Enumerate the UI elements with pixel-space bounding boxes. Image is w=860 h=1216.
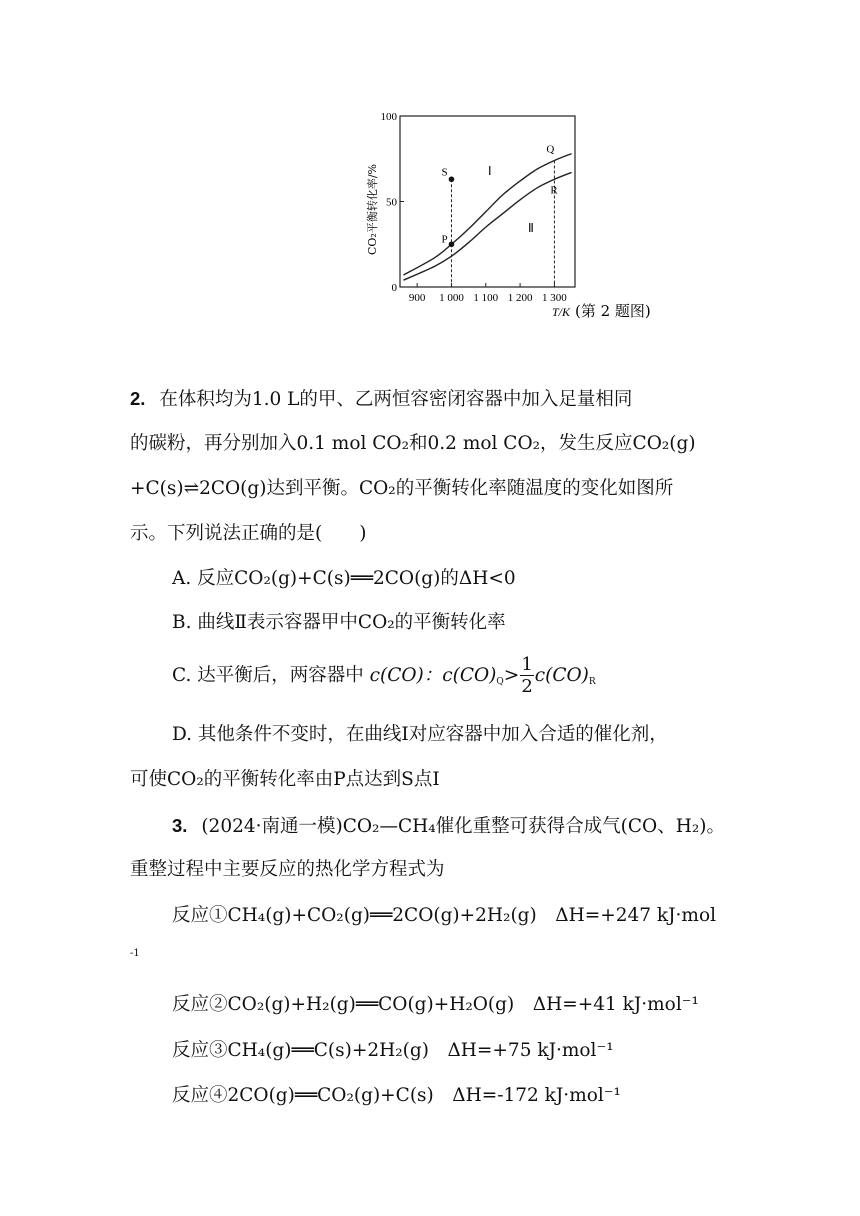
q3-line1: 3. (2024·南通一模)CO₂—CH₄催化重整可获得合成气(CO、H₂)。	[172, 815, 725, 837]
q3-line2: 重整过程中主要反应的热化学方程式为	[130, 859, 445, 880]
q2-line4: 示。下列说法正确的是( )	[130, 523, 367, 544]
x-tick-label: 900	[408, 292, 426, 304]
q2-line1: 2. 在体积均为1.0 L的甲、乙两恒容密闭容器中加入足量相同	[130, 388, 633, 410]
point-label-r: R	[550, 184, 558, 197]
q3-number: 3.	[172, 815, 188, 836]
option-a[interactable]: A. 反应CO₂(g)+C(s)══2CO(g)的ΔH<0	[172, 568, 516, 589]
subscript-r: R	[588, 677, 596, 687]
option-d-line2: 可使CO₂的平衡转化率由P点达到S点Ⅰ	[130, 769, 440, 790]
y-axis-label: CO₂平衡转化率/%	[366, 163, 379, 256]
reaction-1: 反应①CH₄(g)+CO₂(g)══2CO(g)+2H₂(g) ΔH=+247 kJ·mol	[172, 905, 717, 926]
q2-line2: 的碳粉，再分别加入0.1 mol CO₂和0.2 mol CO₂，发生反应CO₂(g)	[130, 433, 696, 454]
q2-number: 2.	[130, 388, 146, 409]
subscript-q: Q	[496, 677, 504, 687]
reaction-3: 反应③CH₄(g)══C(s)+2H₂(g) ΔH=+75 kJ·mol⁻¹	[172, 1040, 614, 1061]
reaction-1-tail: -1	[130, 948, 140, 959]
point-label-s: S	[441, 166, 448, 179]
curve-label-1: Ⅰ	[488, 164, 492, 178]
fraction-half: $\frac{1}{2}$	[521, 654, 533, 697]
chart-axes	[365, 111, 651, 320]
y-tick-label: 0	[391, 282, 397, 294]
x-tick-label: 1 300	[542, 292, 567, 304]
option-c[interactable]: C. 达平衡后，两容器中 c(CO)：$c(CO)_Q>$ $\frac{1}{2}$ $c(CO)_R$	[172, 654, 596, 697]
plot-frame	[400, 116, 575, 287]
point-s	[449, 176, 455, 182]
option-d-line1[interactable]: D. 其他条件不变时，在曲线Ⅰ对应容器中加入合适的催化剂，	[172, 724, 668, 745]
reaction-2: 反应②CO₂(g)+H₂(g)══CO(g)+H₂O(g) ΔH=+41 kJ·mol⁻¹	[172, 994, 699, 1015]
q2-line3: +C(s)⇌2CO(g)达到平衡。CO₂的平衡转化率随温度的变化如图所	[130, 478, 674, 499]
x-axis-label: T/K	[552, 305, 571, 319]
point-p	[449, 241, 455, 247]
x-tick-label: 1 200	[507, 292, 533, 304]
curve-2	[403, 172, 571, 280]
x-tick-label: 1 100	[473, 292, 499, 304]
y-tick-label: 100	[380, 111, 397, 123]
conversion-chart	[0, 0, 860, 340]
chart-labels	[441, 143, 558, 245]
y-tick-label: 50	[386, 196, 397, 209]
chart-points	[449, 160, 555, 287]
curve-label-2: Ⅱ	[528, 221, 534, 235]
x-tick-label: 1 000	[439, 292, 464, 304]
point-label-p: P	[441, 233, 448, 246]
option-b[interactable]: B. 曲线Ⅱ表示容器甲中CO₂的平衡转化率	[172, 612, 506, 633]
figure-caption: (第 2 题图)	[575, 302, 651, 320]
reaction-4: 反应④2CO(g)══CO₂(g)+C(s) ΔH=-172 kJ·mol⁻¹	[172, 1085, 621, 1106]
point-label-q: Q	[546, 143, 555, 156]
